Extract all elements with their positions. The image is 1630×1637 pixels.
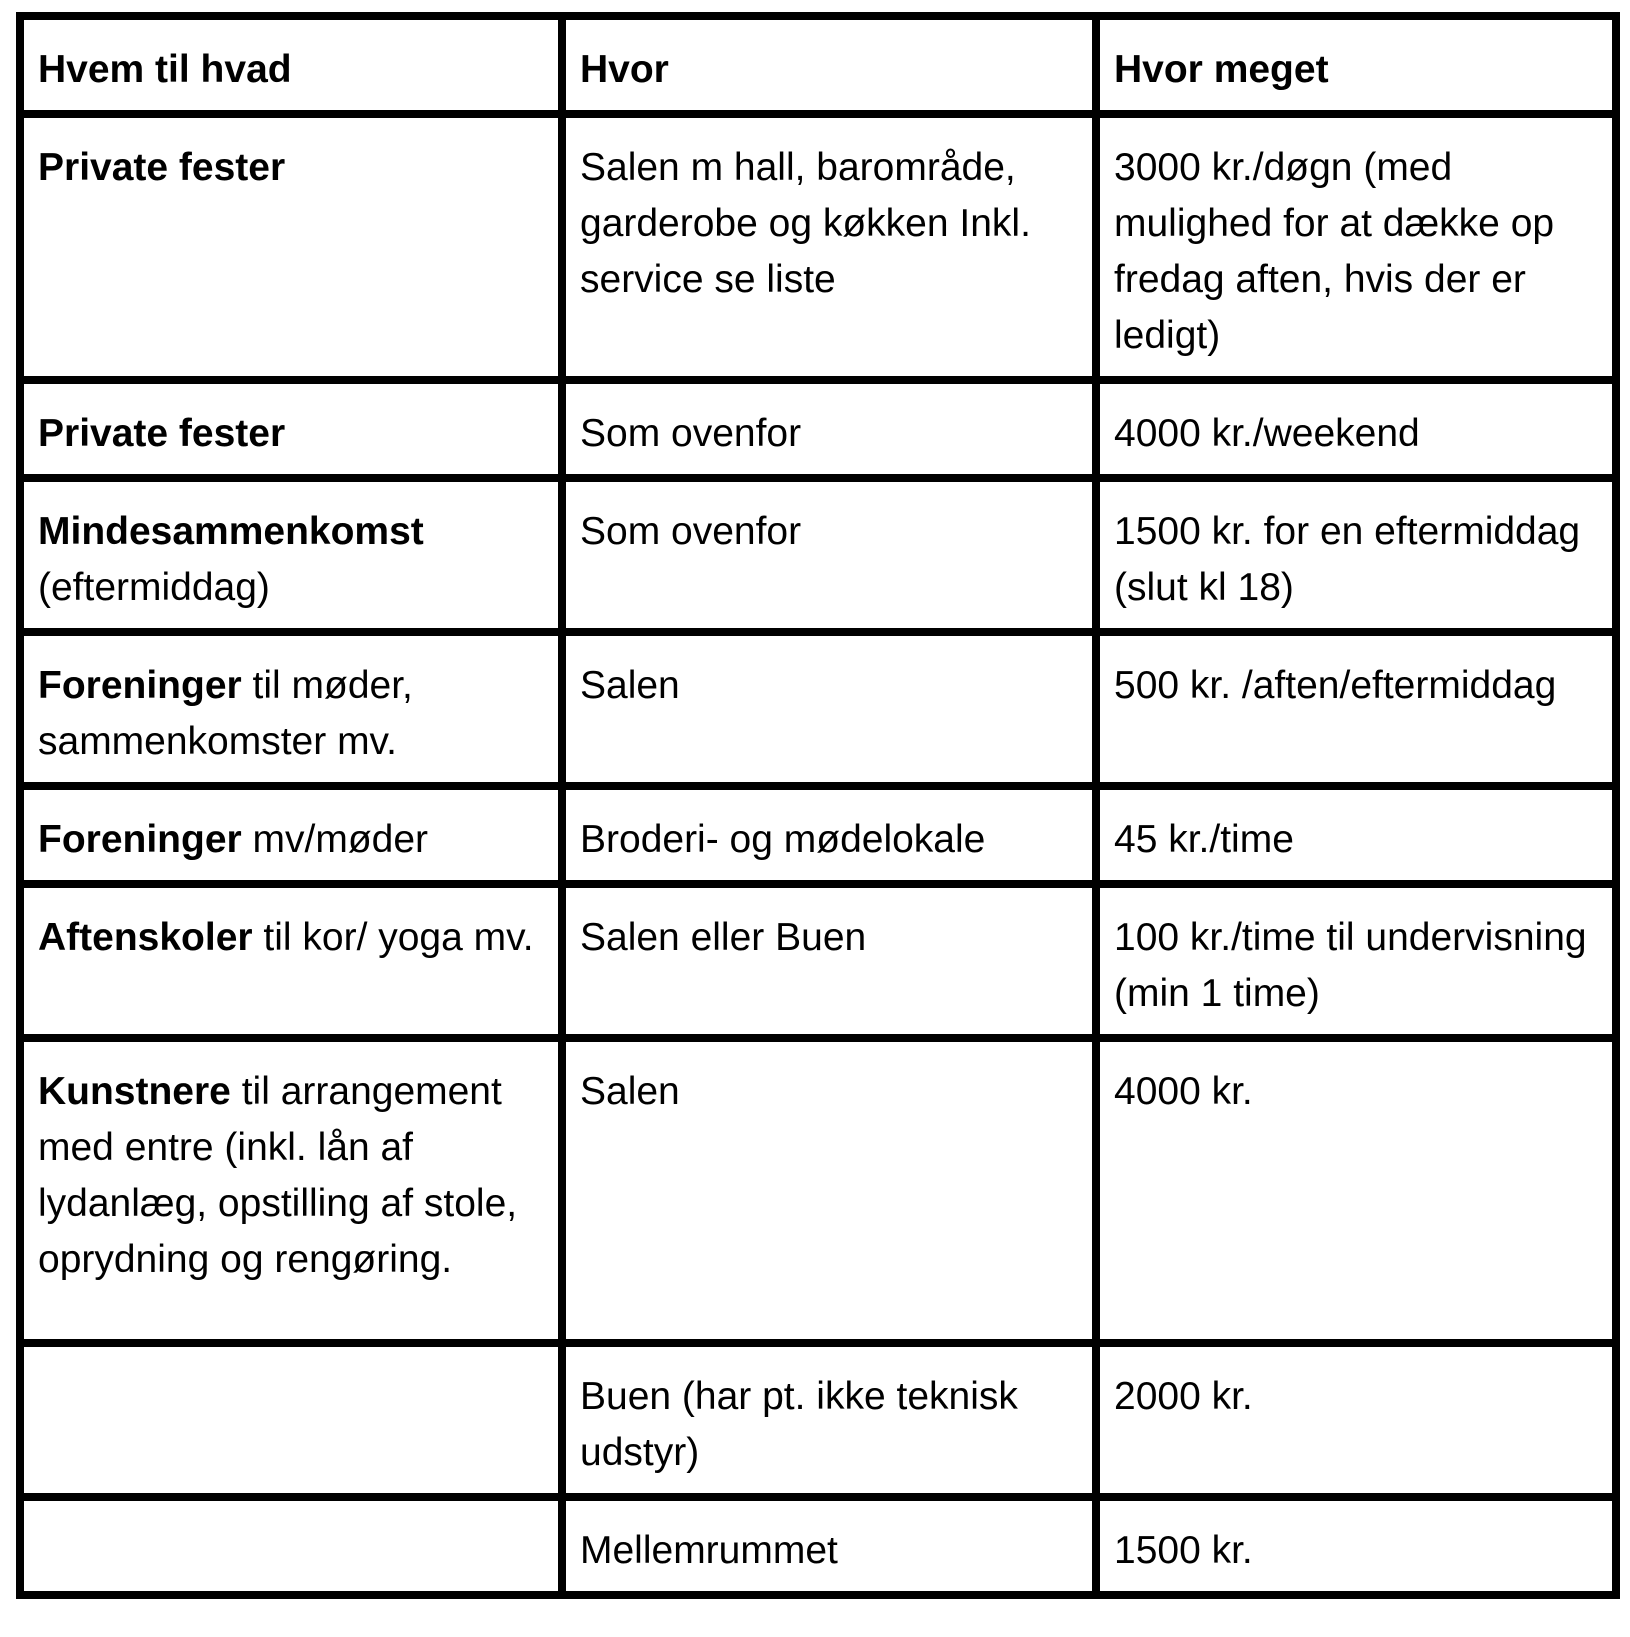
table-row xyxy=(20,380,1616,478)
who-cell xyxy=(20,786,562,884)
table-row xyxy=(20,884,1616,1038)
where-cell: Salen eller Buen xyxy=(562,884,1096,1038)
where-cell: Salen xyxy=(562,1038,1096,1343)
who-rest: (eftermiddag) xyxy=(38,566,270,609)
who-rest: til kor/ yoga mv. xyxy=(252,916,534,959)
table-row xyxy=(20,1497,1616,1595)
header-where: Hvor xyxy=(562,16,1096,114)
table-row xyxy=(20,786,1616,884)
who-bold: Private fester xyxy=(38,412,286,455)
who-bold: Mindesammenkomst xyxy=(38,510,424,553)
where-cell: Som ovenfor xyxy=(562,478,1096,632)
table-row xyxy=(20,632,1616,786)
price-cell: 45 kr./time xyxy=(1096,786,1616,884)
who-bold: Kunstnere xyxy=(38,1070,231,1113)
header-price: Hvor meget xyxy=(1096,16,1616,114)
price-cell: 4000 kr. xyxy=(1096,1038,1616,1343)
table-row xyxy=(20,1343,1616,1497)
price-cell: 1500 kr. xyxy=(1096,1497,1616,1595)
header-who: Hvem til hvad xyxy=(20,16,562,114)
who-cell xyxy=(20,632,562,786)
who-rest: mv/møder xyxy=(241,818,429,861)
price-cell: 3000 kr./døgn (med mulighed for at dække op fredag aften, hvis der er ledigt) xyxy=(1096,114,1616,380)
price-cell: 1500 kr. for en eftermiddag (slut kl 18) xyxy=(1096,478,1616,632)
who-cell xyxy=(20,114,562,380)
price-table xyxy=(16,12,1620,1599)
price-cell: 4000 kr./weekend xyxy=(1096,380,1616,478)
who-cell xyxy=(20,1343,562,1497)
who-bold: Private fester xyxy=(38,146,286,189)
who-bold: Aftenskoler xyxy=(38,916,253,959)
table-row xyxy=(20,478,1616,632)
who-cell xyxy=(20,1038,562,1343)
who-cell xyxy=(20,1497,562,1595)
who-cell xyxy=(20,478,562,632)
where-cell: Salen xyxy=(562,632,1096,786)
price-cell: 100 kr./time til undervisning (min 1 time) xyxy=(1096,884,1616,1038)
header-row xyxy=(20,16,1616,114)
price-cell: 2000 kr. xyxy=(1096,1343,1616,1497)
who-cell xyxy=(20,884,562,1038)
who-bold: Foreninger xyxy=(38,818,242,861)
who-rest: til møder, sammenkomster mv. xyxy=(38,664,413,763)
where-cell: Broderi- og mødelokale xyxy=(562,786,1096,884)
where-cell: Salen m hall, barområde, garderobe og køkken Inkl. service se liste xyxy=(562,114,1096,380)
who-bold: Foreninger xyxy=(38,664,242,707)
where-cell: Buen (har pt. ikke teknisk udstyr) xyxy=(562,1343,1096,1497)
table-row xyxy=(20,1038,1616,1343)
price-cell: 500 kr. /aften/eftermiddag xyxy=(1096,632,1616,786)
where-cell: Som ovenfor xyxy=(562,380,1096,478)
who-cell xyxy=(20,380,562,478)
table-row xyxy=(20,114,1616,380)
where-cell: Mellemrummet xyxy=(562,1497,1096,1595)
who-rest: til arrangement med entre (inkl. lån af lydanlæg, opstilling af stole, oprydning og rengøring. xyxy=(38,1070,518,1281)
